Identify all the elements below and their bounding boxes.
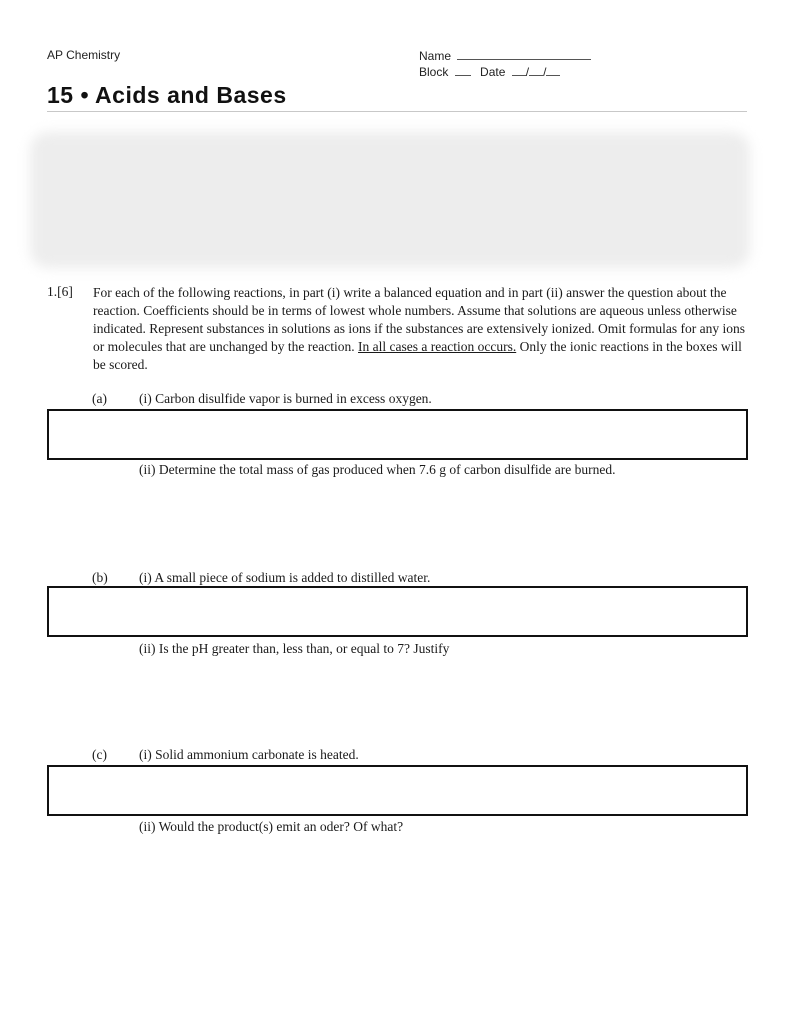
date-month-field[interactable] (512, 65, 526, 76)
redacted-region (30, 132, 750, 268)
date-separator: / (525, 65, 530, 79)
part-a-i-prompt: (i) Carbon disulfide vapor is burned in excess oxygen. (139, 391, 432, 406)
instructions-text: For each of the following reactions, in part (i) write a balanced equation and in part (ii) answer the question about the reaction. Coefficients should be in terms of lowest whole numbers. Assume that solutions are aqueous unless otherwise indicated. Represent substances in solutions as ions if the substances are extensively ionized. Omit formulas for any ions or molecules that are unchanged by the reaction. (93, 285, 745, 354)
answer-box-b[interactable] (47, 586, 748, 637)
course-label: AP Chemistry (47, 48, 121, 62)
block-date-row (419, 64, 591, 80)
instructions-underlined: In all cases a reaction occurs. (358, 339, 517, 354)
part-letter-c: (c) (92, 747, 107, 762)
date-separator: / (543, 65, 547, 79)
date-label: Date (480, 65, 506, 79)
part-a-ii-prompt: (ii) Determine the total mass of gas produced when 7.6 g of carbon disulfide are burned. (139, 462, 616, 477)
header-divider (47, 111, 747, 112)
question-instructions (93, 284, 745, 374)
question-number: 1.[6] (47, 284, 73, 299)
part-letter-a: (a) (92, 391, 107, 406)
answer-box-a[interactable] (47, 409, 748, 460)
block-label: Block (419, 65, 449, 79)
part-b-ii-prompt: (ii) Is the pH greater than, less than, or equal to 7? Justify (139, 641, 450, 656)
student-info-block (419, 48, 591, 80)
name-field[interactable] (457, 49, 591, 60)
date-day-field[interactable] (529, 65, 543, 76)
name-row (419, 48, 591, 64)
part-c-ii-prompt: (ii) Would the product(s) emit an oder? Of what? (139, 819, 404, 834)
part-c-i-prompt: (i) Solid ammonium carbonate is heated. (139, 747, 359, 762)
part-b-i-prompt: (i) A small piece of sodium is added to distilled water. (139, 570, 431, 585)
instructions-text-end: Only the ionic reactions in the boxes will be scored. (93, 339, 742, 372)
block-field[interactable] (455, 65, 471, 76)
name-label: Name (419, 49, 452, 63)
answer-box-c[interactable] (47, 765, 748, 816)
date-year-field[interactable] (546, 65, 560, 76)
page-title: 15 • Acids and Bases (47, 82, 287, 108)
part-letter-b: (b) (92, 570, 108, 585)
